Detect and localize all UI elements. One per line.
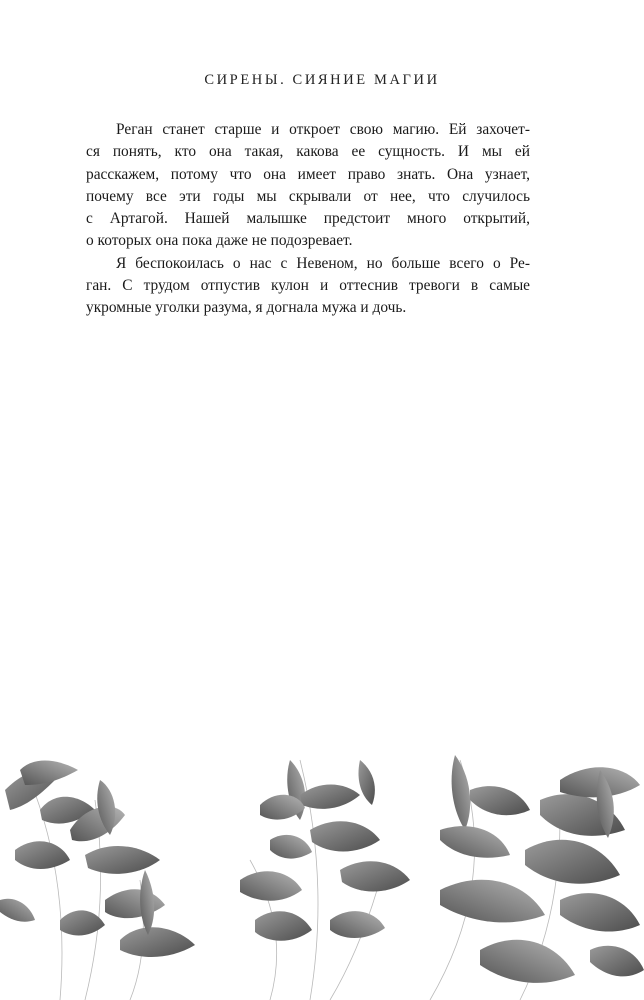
text-line: ган. С трудом отпустив кулон и оттеснив тревоги в самые	[86, 277, 530, 295]
leaves-ornament-icon	[0, 740, 644, 1000]
text-line: ся понять, кто она такая, какова ее сущность. И мы ей	[86, 143, 530, 161]
text-line: почему все эти годы мы скрывали от нее, что случилось	[86, 187, 530, 205]
running-title: СИРЕНЫ. СИЯНИЕ МАГИИ	[204, 72, 440, 88]
text-line: о которых она пока даже не подозревает.	[86, 232, 353, 250]
text-line: расскажем, потому что она имеет право знать. Она узнает,	[86, 165, 530, 183]
text-line: укромные уголки разума, я догнала мужа и дочь.	[86, 299, 407, 317]
text-line: Реган станет старше и откроет свою магию. Ей захочет-	[116, 121, 530, 138]
text-line: с Артагой. Нашей малышке предстоит много открытий,	[86, 210, 530, 228]
body-text	[86, 119, 530, 320]
text-line: Я беспокоилась о нас с Невеном, но больше всего о Ре-	[116, 254, 530, 272]
